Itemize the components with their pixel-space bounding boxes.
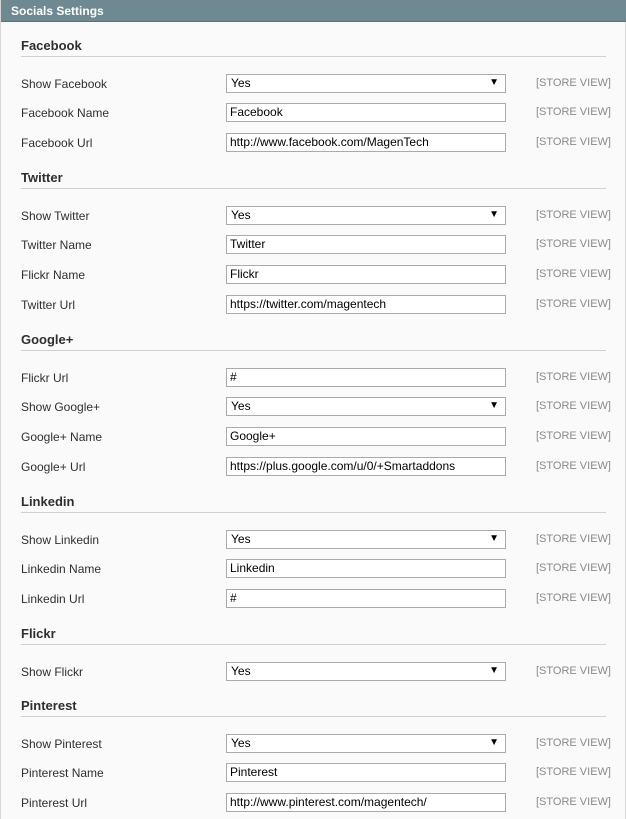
label-facebook-name: Facebook Name bbox=[21, 106, 110, 120]
label-show-facebook: Show Facebook bbox=[21, 77, 108, 91]
scope-label: [STORE VIEW] bbox=[536, 592, 611, 604]
select-show-facebook[interactable] bbox=[226, 74, 506, 93]
input-facebook-name[interactable]: Facebook bbox=[226, 103, 506, 122]
section-divider bbox=[21, 56, 606, 57]
input-pinterest-name[interactable]: Pinterest bbox=[226, 763, 506, 782]
label-linkedin-url: Linkedin Url bbox=[21, 592, 85, 606]
dropdown-arrow-icon: ▼ bbox=[489, 737, 499, 748]
scope-label: [STORE VIEW] bbox=[536, 106, 611, 118]
input-google-plus-name[interactable]: Google+ bbox=[226, 427, 506, 446]
scope-label: [STORE VIEW] bbox=[536, 298, 611, 310]
select-show-google-plus[interactable] bbox=[226, 397, 506, 416]
select-show-flickr[interactable] bbox=[226, 662, 506, 681]
label-facebook-url: Facebook Url bbox=[21, 136, 93, 150]
label-pinterest-url: Pinterest Url bbox=[21, 796, 88, 810]
select-show-pinterest[interactable] bbox=[226, 734, 506, 753]
scope-label: [STORE VIEW] bbox=[536, 136, 611, 148]
input-facebook-url[interactable]: http://www.facebook.com/MagenTech bbox=[226, 133, 506, 152]
scope-label: [STORE VIEW] bbox=[536, 460, 611, 472]
scope-label: [STORE VIEW] bbox=[536, 371, 611, 383]
input-flickr-name[interactable]: Flickr bbox=[226, 265, 506, 284]
dropdown-arrow-icon: ▼ bbox=[489, 400, 499, 411]
label-show-flickr: Show Flickr bbox=[21, 665, 84, 679]
select-show-linkedin[interactable] bbox=[226, 530, 506, 549]
label-google-plus-name: Google+ Name bbox=[21, 430, 103, 444]
input-twitter-url[interactable]: https://twitter.com/magentech bbox=[226, 295, 506, 314]
section-divider bbox=[21, 512, 606, 513]
section-divider bbox=[21, 716, 606, 717]
input-pinterest-url[interactable]: http://www.pinterest.com/magentech/ bbox=[226, 793, 506, 812]
dropdown-arrow-icon: ▼ bbox=[489, 209, 499, 220]
panel-header[interactable] bbox=[1, 0, 626, 22]
section-title-twitter: Twitter bbox=[21, 170, 63, 185]
label-show-google-plus: Show Google+ bbox=[21, 400, 101, 414]
label-linkedin-name: Linkedin Name bbox=[21, 562, 102, 576]
scope-label: [STORE VIEW] bbox=[536, 533, 611, 545]
scope-label: [STORE VIEW] bbox=[536, 209, 611, 221]
section-divider bbox=[21, 644, 606, 645]
scope-label: [STORE VIEW] bbox=[536, 77, 611, 89]
input-linkedin-url[interactable]: # bbox=[226, 589, 506, 608]
label-show-pinterest: Show Pinterest bbox=[21, 737, 102, 751]
scope-label: [STORE VIEW] bbox=[536, 400, 611, 412]
scope-label: [STORE VIEW] bbox=[536, 562, 611, 574]
section-divider bbox=[21, 350, 606, 351]
select-value: Yes bbox=[231, 399, 251, 413]
scope-label: [STORE VIEW] bbox=[536, 665, 611, 677]
dropdown-arrow-icon: ▼ bbox=[489, 665, 499, 676]
section-title-linkedin: Linkedin bbox=[21, 494, 75, 509]
input-flickr-url[interactable]: # bbox=[226, 368, 506, 387]
input-linkedin-name[interactable]: Linkedin bbox=[226, 559, 506, 578]
select-value: Yes bbox=[231, 664, 251, 678]
scope-label: [STORE VIEW] bbox=[536, 796, 611, 808]
label-pinterest-name: Pinterest Name bbox=[21, 766, 104, 780]
label-show-linkedin: Show Linkedin bbox=[21, 533, 100, 547]
scope-label: [STORE VIEW] bbox=[536, 268, 611, 280]
input-google-plus-url[interactable]: https://plus.google.com/u/0/+Smartaddons bbox=[226, 457, 506, 476]
scope-label: [STORE VIEW] bbox=[536, 238, 611, 250]
select-value: Yes bbox=[231, 208, 251, 222]
scope-label: [STORE VIEW] bbox=[536, 737, 611, 749]
label-flickr-url: Flickr Url bbox=[21, 371, 69, 385]
select-value: Yes bbox=[231, 736, 251, 750]
section-title-pinterest: Pinterest bbox=[21, 698, 77, 713]
dropdown-arrow-icon: ▼ bbox=[489, 77, 499, 88]
label-twitter-name: Twitter Name bbox=[21, 238, 92, 252]
panel-title: Socials Settings bbox=[11, 4, 104, 18]
label-show-twitter: Show Twitter bbox=[21, 209, 90, 223]
scope-label: [STORE VIEW] bbox=[536, 766, 611, 778]
select-show-twitter[interactable] bbox=[226, 206, 506, 225]
section-divider bbox=[21, 188, 606, 189]
input-twitter-name[interactable]: Twitter bbox=[226, 235, 506, 254]
section-title-google-plus: Google+ bbox=[21, 332, 74, 347]
section-title-flickr: Flickr bbox=[21, 626, 56, 641]
scope-label: [STORE VIEW] bbox=[536, 430, 611, 442]
label-google-plus-url: Google+ Url bbox=[21, 460, 86, 474]
label-flickr-name: Flickr Name bbox=[21, 268, 86, 282]
select-value: Yes bbox=[231, 532, 251, 546]
dropdown-arrow-icon: ▼ bbox=[489, 533, 499, 544]
select-value: Yes bbox=[231, 76, 251, 90]
section-title-facebook: Facebook bbox=[21, 38, 82, 53]
label-twitter-url: Twitter Url bbox=[21, 298, 75, 312]
